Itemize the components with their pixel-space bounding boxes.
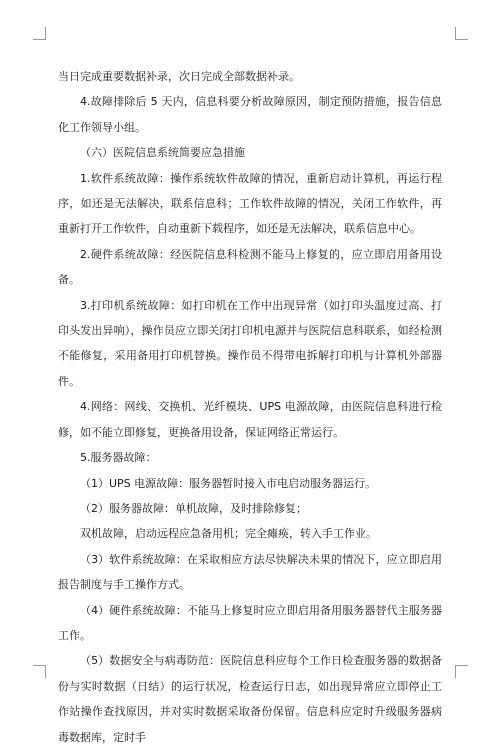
crop-mark-bottom-right [455,665,468,678]
paragraph-network-fault: 4.网络：网线、交换机、光纤模块、UPS 电源故障，由医院信息科进行检修，如不能立即修复，更换备用设备，保证网络正常运行。 [58,400,442,439]
crop-mark-top-right [455,27,468,40]
paragraph-data-security: （5）数据安全与病毒防范：医院信息科应每个工作日检查服务器的数据备份与实时数据（日结）的运行状况，检查运行日志，如出现异常应立即停止工作站操作查找原因，并对实时数据采取备份保留。信息科应定时升级服务器病毒数据库，定时手 [58,654,442,744]
paragraph-server-software-fault: （3）软件系统故障：在采取相应方法尽快解决未果的情况下，应立即启用报告制度与手工操作方式。 [58,552,442,592]
paragraph-ups-fault: （1）UPS 电源故障：服务器暂时接入市电启动服务器运行。 [80,476,377,490]
paragraph-hardware-fault: 2.硬件系统故障：经医院信息科检测不能马上修复的，应立即启用备用设备。 [58,247,442,287]
paragraph-dual-server-fault: 双机故障，启动远程应急备用机；完全瘫痪，转入手工作业。 [80,527,377,541]
crop-mark-bottom-left [33,665,46,678]
paragraph-software-fault: 1.软件系统故障：操作系统软件故障的情况，重新启动计算机，再运行程序，如还是无法解决，联系信息科；工作软件故障的情况，关闭工作软件，再重新打开工作软件，自动重新下载程序，如还是无法解决，联系信息中心。 [58,171,442,236]
paragraph-server-hardware-fault: （4）硬件系统故障：不能马上修复时应立即启用备用服务器替代主服务器工作。 [58,603,442,642]
paragraph-server-single-fault: （2）服务器故障：单机故障，及时排除修复； [80,501,307,515]
section-heading-emergency-measures: （六）医院信息系统简要应急措施 [80,146,245,160]
document-body [58,64,442,750]
paragraph-printer-fault: 3.打印机系统故障：如打印机在工作中出现异常（如打印头温度过高、打印头发出异响），操作员应立即关闭打印机电源并与医院信息科联系，如经检测不能修复，采用备用打印机替换。操作员不得带电拆解打印机与计算机外部器件。 [58,298,442,388]
paragraph-item-4-fault-analysis: 4.故障排除后 5 天内，信息科要分析故障原因，制定预防措施，报告信息化工作领导小组。 [58,95,442,134]
paragraph-server-fault-heading: 5.服务器故障： [80,451,157,465]
paragraph-supplement-note: 当日完成重要数据补录，次日完成全部数据补录。 [58,70,300,83]
crop-mark-top-left [33,27,46,40]
